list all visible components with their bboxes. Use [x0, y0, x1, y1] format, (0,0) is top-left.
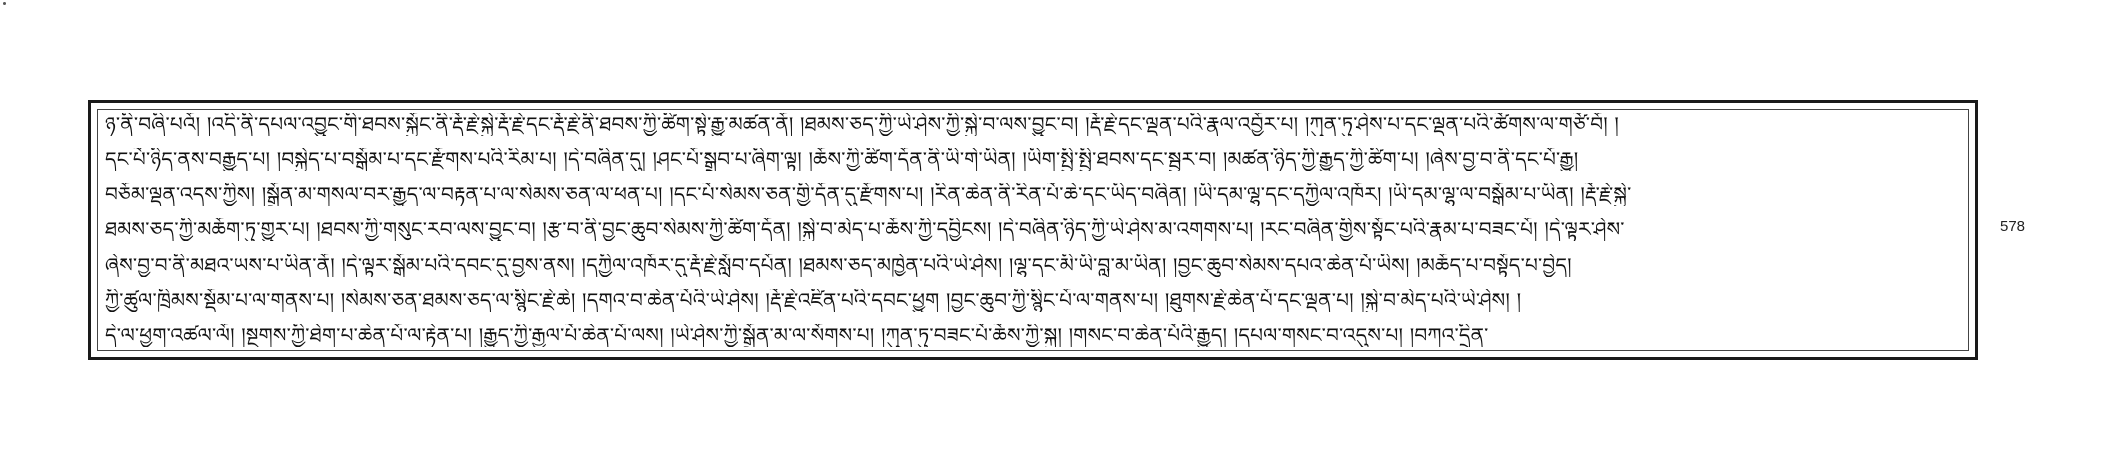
text-line: ཀྱི་ཚུལ་ཁྲིམས་སྡོམ་པ་ལ་གནས་པ། །སེམས་ཅན་ཐམས་ཅད་ལ་སྙིང་རྗེ་ཆེ། །དགའ་བ་ཆེན་པོའི་ཡེ་ཤེས། །རྡོ་རྗེ་འཛིན་པའི་དབང་ཕྱུག །བྱང་ཆུབ་ཀྱི་སྙིང་པོ་ལ་གནས་པ། །ཐུགས་རྗེ་ཆེན་པོ་དང་ལྡན་པ། །སྐྱེ་བ་མེད་པའི་ཡེ་ཤེས། །	[105, 288, 1522, 312]
scan-speck	[3, 2, 6, 5]
text-line: ཞེས་བྱ་བ་ནི་མཐའ་ཡས་པ་ཡིན་ནོ། །དེ་ལྟར་སྒོམ་པའི་དབང་དུ་བྱས་ནས། །དཀྱིལ་འཁོར་དུ་རྡོ་རྗེ་སློབ་དཔོན། །ཐམས་ཅད་མཁྱེན་པའི་ཡེ་ཤེས། །ལྷ་དང་མི་ཡི་བླ་མ་ཡིན། །བྱང་ཆུབ་སེམས་དཔའ་ཆེན་པོ་ཡིས། །མཆོད་པ་བསྟོད་པ་བྱེད།	[105, 253, 1572, 277]
manuscript-folio	[88, 100, 1978, 360]
text-line: ཐམས་ཅད་ཀྱི་མཆོག་ཏུ་གྱུར་པ། །ཐབས་ཀྱི་གསུང་རབ་ལས་བྱུང་བ། །རྩ་བ་ནི་བྱང་ཆུབ་སེམས་ཀྱི་ཚིག་དོན། །སྐྱེ་བ་མེད་པ་ཆོས་ཀྱི་དབྱིངས། །དེ་བཞིན་ཉིད་ཀྱི་ཡེ་ཤེས་མ་འགགས་པ། །རང་བཞིན་གྱིས་སྟོང་པའི་རྣམ་པ་བཟང་པོ། །དེ་ལྟར་ཤེས་	[105, 218, 1625, 242]
text-line: དེ་ལ་ཕྱག་འཚལ་ལོ། །སྔགས་ཀྱི་ཐེག་པ་ཆེན་པོ་ལ་རྟེན་པ། །རྒྱུད་ཀྱི་རྒྱལ་པོ་ཆེན་པོ་ལས། །ཡེ་ཤེས་ཀྱི་སྒྲོན་མ་ལ་སོགས་པ། །ཀུན་ཏུ་བཟང་པོ་ཆོས་ཀྱི་སྐུ། །གསང་བ་ཆེན་པོའི་རྒྱུད། །དཔལ་གསང་བ་འདུས་པ། །བཀའ་དྲིན་	[105, 323, 1489, 347]
text-line: བཅོམ་ལྡན་འདས་ཀྱིས། །སྒྲོན་མ་གསལ་བར་རྒྱུད་ལ་བརྟན་པ་ལ་སེམས་ཅན་ལ་ཕན་པ། །དང་པོ་སེམས་ཅན་གྱི་དོན་དུ་རྫོགས་པ། །རིན་ཆེན་ནི་རིན་པོ་ཆེ་དང་ཡིད་བཞིན། །ཡི་དམ་ལྷ་དང་དཀྱིལ་འཁོར། །ཡི་དམ་ལྷ་ལ་བསྒོམ་པ་ཡིན། །རྡོ་རྗེ་སྐྱེ་	[105, 183, 1632, 207]
text-line: དང་པོ་ཉིད་ནས་བརྒྱུད་པ། །བསྐྱེད་པ་བསྒོམ་པ་དང་རྫོགས་པའི་རིམ་པ། །དེ་བཞིན་དུ། །ཤང་པོ་སྒྲུབ་པ་ཞིག་ལྟ། །ཆོས་ཀྱི་ཚིག་དོན་ནི་ཡི་གེ་ཡིན། །ཡིག་སྤྱི་སྤྱི་ཐབས་དང་སྦྱར་བ། །མཚན་ཉིད་ཀྱི་རྒྱུད་ཀྱི་ཚིག་པ། །ཞེས་བྱ་བ་ནི་དང་པོ་རྒྱུ།	[105, 148, 1579, 172]
page-number: 578	[2000, 218, 2026, 235]
text-block	[105, 113, 1961, 347]
text-line: ཉ་ནི་བཞི་པའོ། །འདི་ནི་དཔལ་འབྱུང་གི་ཐབས་སྐྱོང་ནི་རྡོ་རྗེ་སྐྱེ་རྡོ་རྗེ་དང་རྡོ་རྗེ་ནི་ཐབས་ཀྱི་ཚིག་སྟེ་རྒྱུ་མཚན་ནོ། །ཐམས་ཅད་ཀྱི་ཡེ་ཤེས་ཀྱི་སྐྱེ་བ་ལས་བྱུང་བ། །རྡོ་རྗེ་དང་ལྡན་པའི་རྣལ་འབྱོར་པ། །ཀུན་ཏུ་ཤེས་པ་དང་ལྡན་པའི་ཚོགས་ལ་གཙོ་བོ། །	[105, 113, 1620, 136]
